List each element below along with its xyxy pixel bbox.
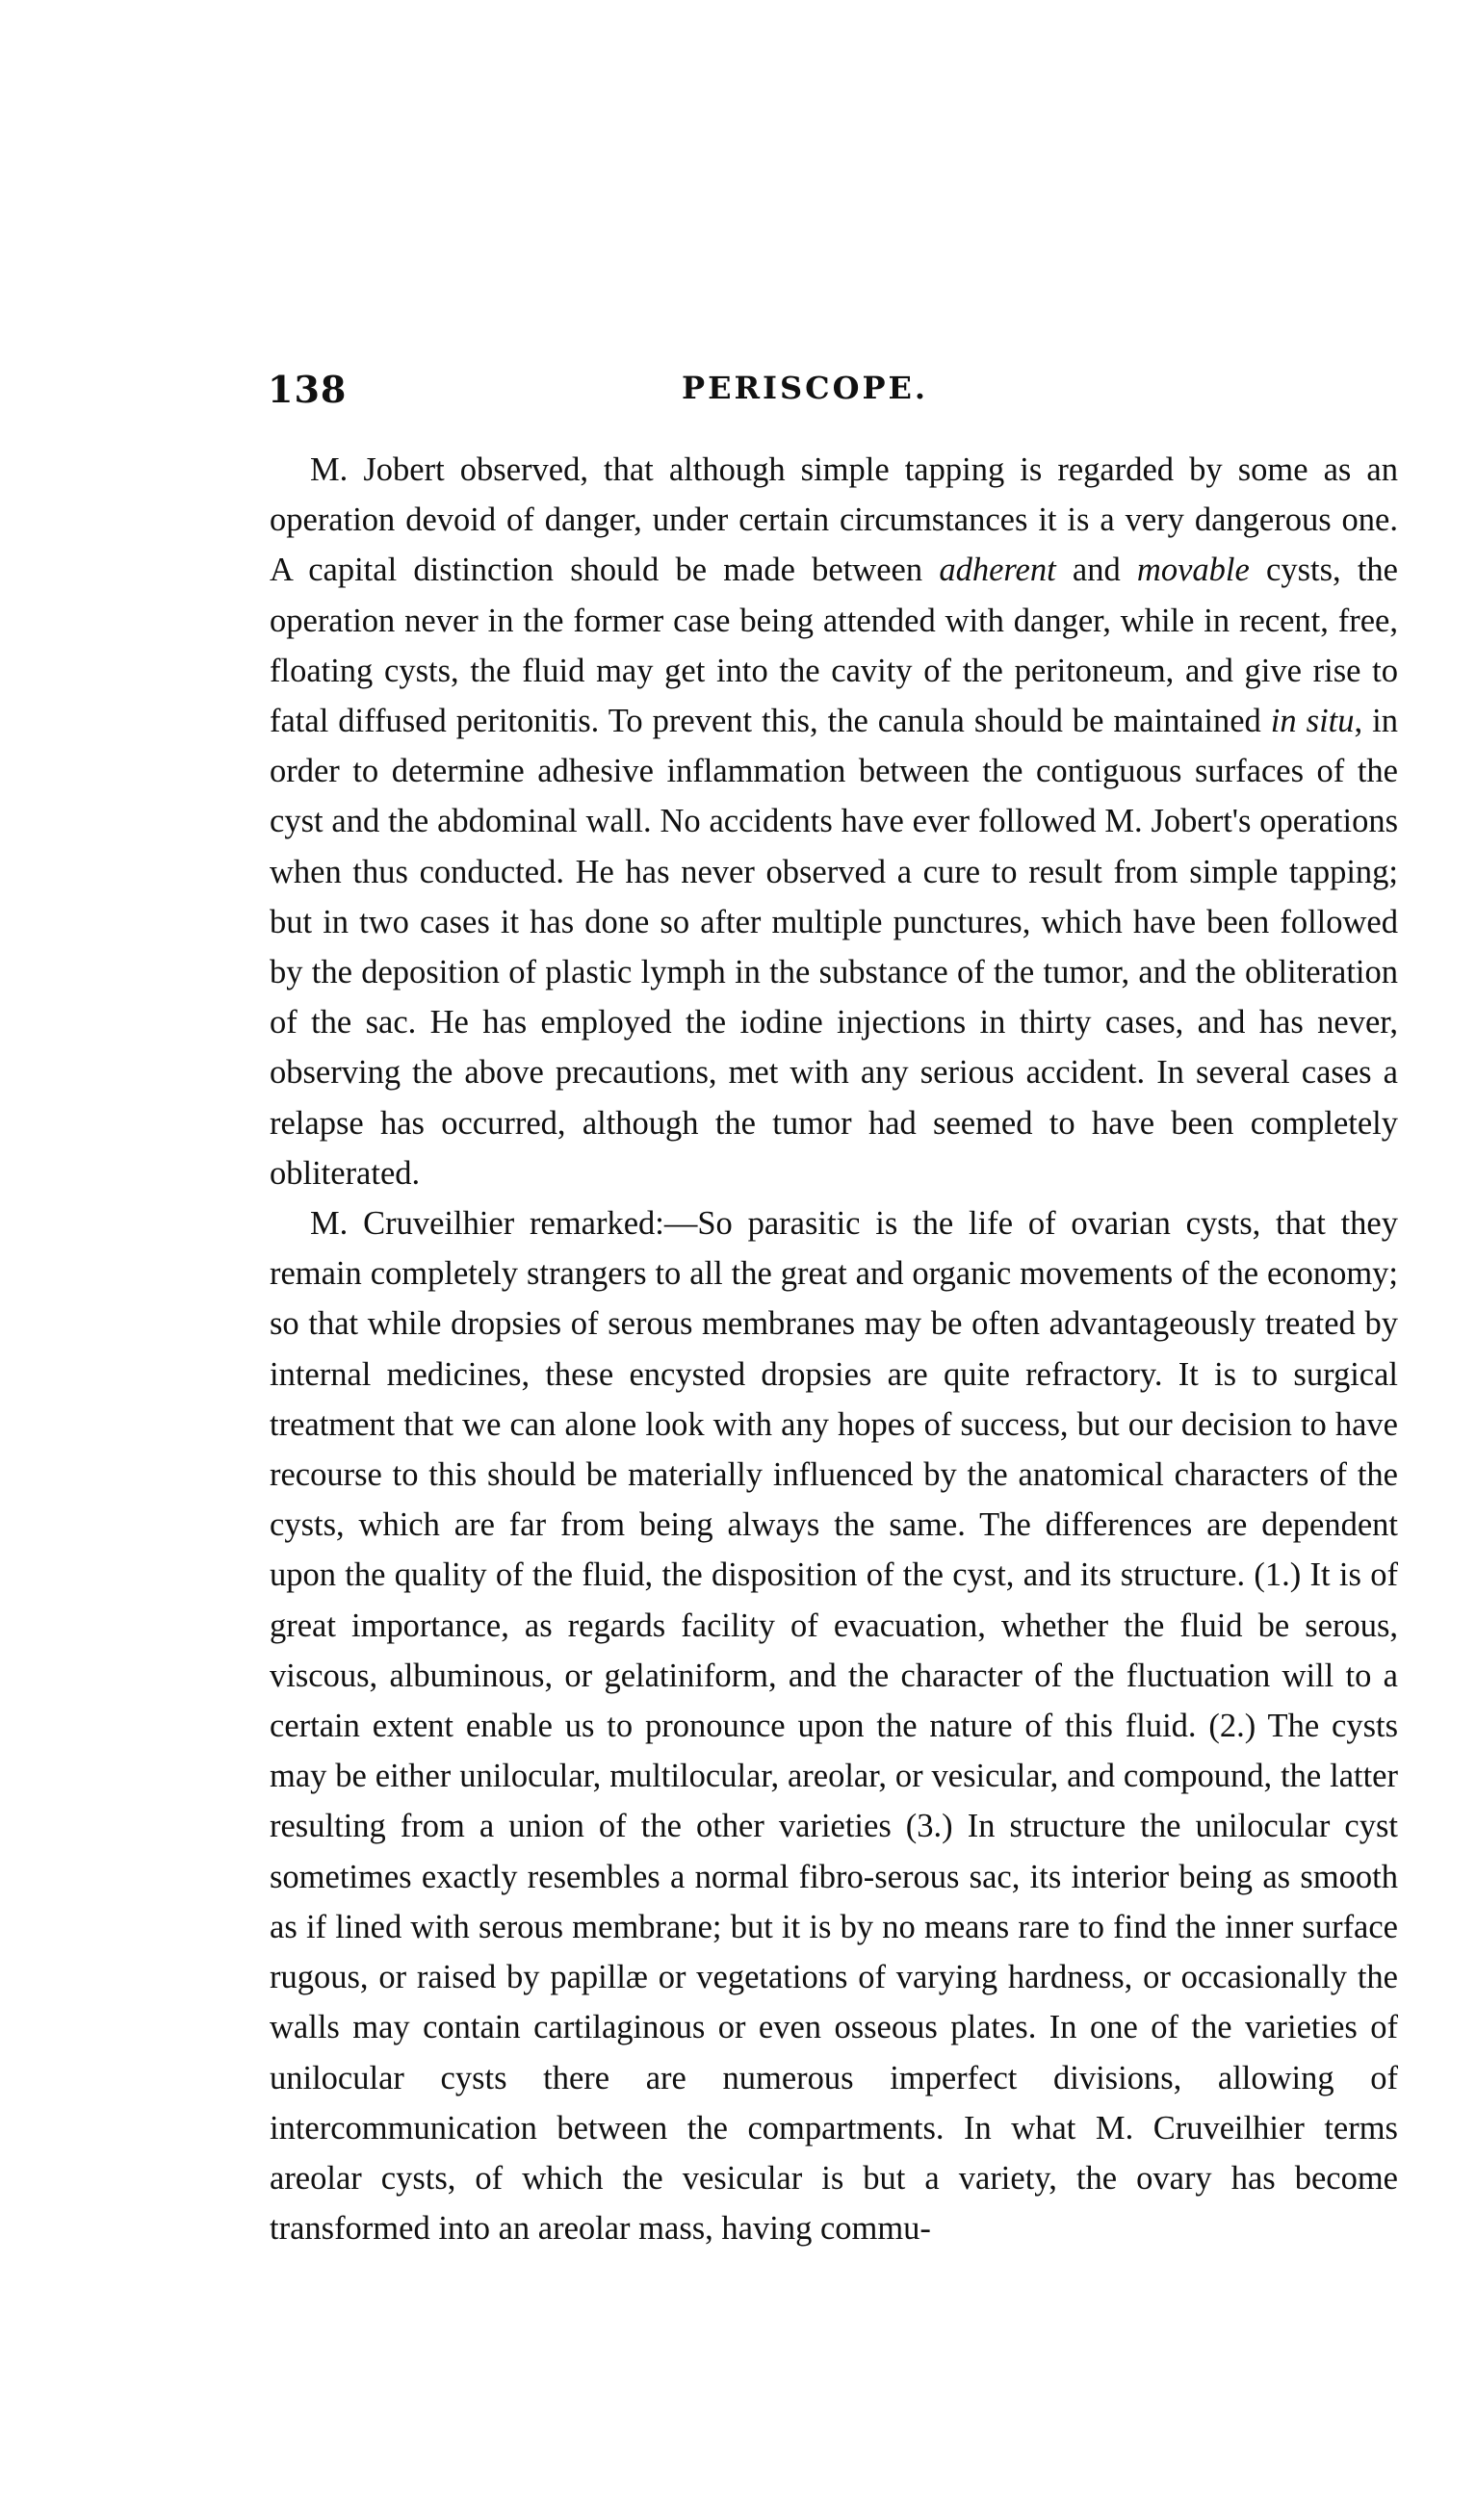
text-segment: , in order to determine adhesive inflammation between the contiguous surfaces of the cyst and the abdominal wall. No accidents have ever followed M. Jobert's operations when thus conducted. He has never observed a cure to result from simple tapping; but in two cases it has done so after multiple punctures, which have been followed by the deposition of plastic lymph in the substance of the tumor, and the obliteration of the sac. He has employed the iodine injections in thirty cases, and has never, observing the above precautions, met with any serious accident. In several cases a relapse has occurred, although the tumor had seemed to have been completely obliterated.	[270, 703, 1399, 1192]
italic-term: adherent	[939, 552, 1056, 589]
paragraph-cruveilhier	[270, 1198, 1398, 2253]
text-segment: M. Cruveilhier remarked:—So parasitic is the life of ovarian cysts, that they remain completely strangers to all the great and organic movements of the economy; so that while dropsies of serous membranes may be often advantageously treated by internal medicines, these encysted dropsies are quite refractory. It is to surgical treatment that we can alone look with any hopes of success, but our decision to have recourse to this should be materially influenced by the anatomical characters of the cysts, which are far from being always the same. The differences are dependent upon the quality of the fluid, the disposition of the cyst, and its structure. (1.) It is of great importance, as regards facility of evacuation, whether the fluid be serous, viscous, albuminous, or gelatiniform, and the character of the fluctuation will to a certain extent enable us to pronounce upon the nature of this fluid. (2.) The cysts may be either unilocular, multilocular, areolar, or vesicular, and compound, the latter resulting from a union of the other varieties (3.) In structure the unilocular cyst sometimes exactly resembles a normal fibro-serous sac, its interior being as smooth as if lined with serous membrane; but it is by no means rare to find the inner surface rugous, or raised by papillæ or vegetations of varying hardness, or occasionally the walls may contain cartilaginous or even osseous plates. In one of the varieties of unilocular cysts there are numerous imperfect divisions, allowing of intercommunication between the compartments. In what M. Cruveilhier terms areolar cysts, of which the vesicular is but a variety, the ovary has become transformed into an areolar mass, having commu-	[270, 1205, 1398, 2248]
text-segment: M. Jobert observed, that although simple tapping is regarded by some as an operation devoid of danger, under certain circumstances it is a very dangerous one. A capital distinction should be made between	[270, 451, 1398, 589]
paragraph-jobert	[270, 445, 1398, 1198]
page-header	[268, 368, 1396, 422]
text-segment: cysts, the operation never in the former case being attended with danger, while in recent, free, floating cysts, the fluid may get into the cavity of the peritoneum, and give rise to fatal diffused peritonitis. To prevent this, the canula should be maintained	[270, 552, 1398, 740]
body-text	[270, 445, 1398, 2253]
running-head: PERISCOPE.	[682, 370, 929, 406]
italic-term: in situ	[1270, 703, 1355, 740]
page-number: 138	[268, 368, 348, 411]
italic-term: movable	[1136, 552, 1250, 589]
text-segment: and	[1055, 552, 1137, 589]
